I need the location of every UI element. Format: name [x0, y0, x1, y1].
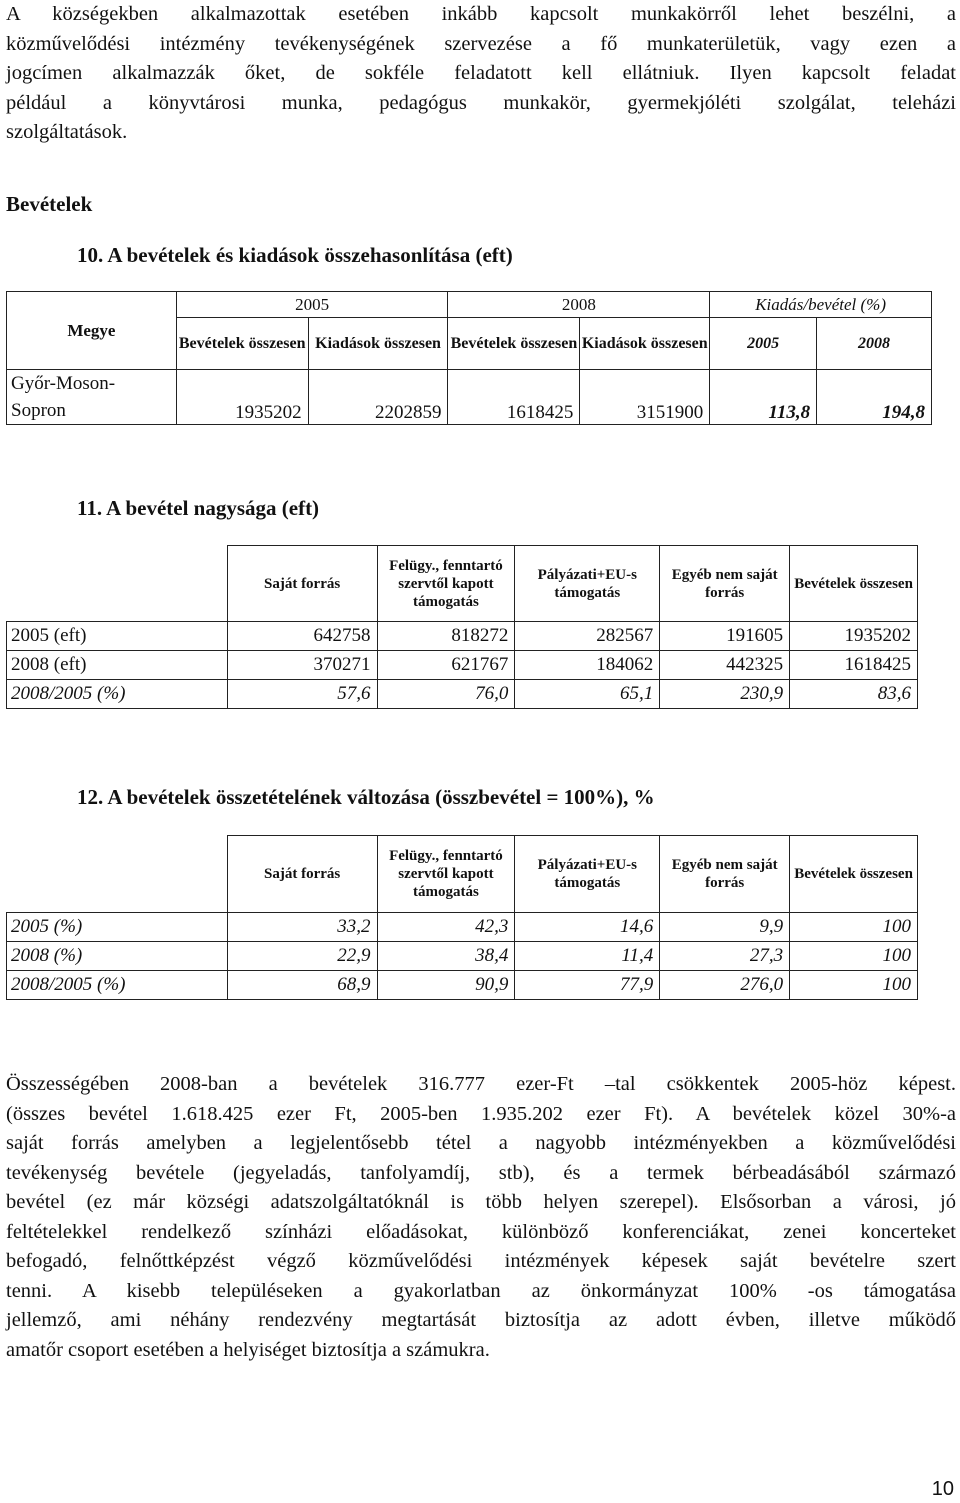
- year-2008-header: 2008: [448, 292, 710, 318]
- table-cell: 27,3: [660, 942, 790, 971]
- col-bevetelek-2005: Bevételek összesen: [176, 318, 308, 370]
- table-cell: 282567: [515, 622, 660, 651]
- section-title: Bevételek: [6, 192, 93, 216]
- year-2005-header: 2005: [176, 292, 448, 318]
- table-cell: 230,9: [660, 680, 790, 709]
- table-cell: 38,4: [377, 942, 515, 971]
- closing-paragraph: [6, 1070, 956, 1365]
- table-cell: 11,4: [515, 942, 660, 971]
- table-cell: 100: [790, 942, 918, 971]
- row-label: 2008/2005 (%): [7, 971, 228, 1000]
- ratio-2008-header: 2008: [817, 318, 932, 370]
- table-cell: 2202859: [308, 370, 448, 425]
- col-kiadasok-2005: Kiadások összesen: [308, 318, 448, 370]
- table-cell: 1935202: [790, 622, 918, 651]
- closing-line: saját forrás amelyben a legjelentősebb tétel a nagyobb intézményekben a közművelődési: [6, 1132, 956, 1154]
- table-cell: 77,9: [515, 971, 660, 1000]
- header-egyeb: Egyéb nem saját forrás: [660, 836, 790, 913]
- table-cell: 100: [790, 913, 918, 942]
- header-felugy: Felügy., fenntartó szervtől kapott támogatás: [377, 836, 515, 913]
- intro-line: közművelődési intézmény tevékenységének szervezése a fő munkaterületük, vagy ezen a: [6, 32, 956, 55]
- table-cell: 621767: [377, 651, 515, 680]
- table-cell: 83,6: [790, 680, 918, 709]
- row-label: 2005 (eft): [7, 622, 228, 651]
- closing-line: feltételekkel rendelkező színházi előadásokat, különböző konferenciákat, zenei koncerteket: [6, 1220, 956, 1243]
- table-cell: 818272: [377, 622, 515, 651]
- table-cell: 33,2: [227, 913, 377, 942]
- intro-line: például a könyvtárosi munka, pedagógus munkakör, gyermekjóléti szolgálat, teleházi: [6, 91, 956, 114]
- table-cell: 642758: [227, 622, 377, 651]
- table10: [6, 291, 932, 425]
- header-palyazati: Pályázati+EU-s támogatás: [515, 836, 660, 913]
- table-cell: 442325: [660, 651, 790, 680]
- table-cell: 1935202: [176, 370, 308, 425]
- header-palyazati: Pályázati+EU-s támogatás: [515, 546, 660, 622]
- col-bevetelek-2008: Bevételek összesen: [448, 318, 580, 370]
- table-cell: 9,9: [660, 913, 790, 942]
- header-sajat-forras: Saját forrás: [227, 546, 377, 622]
- table-cell: 57,6: [227, 680, 377, 709]
- table-cell: 22,9: [227, 942, 377, 971]
- table-cell: 65,1: [515, 680, 660, 709]
- table-cell: 68,9: [227, 971, 377, 1000]
- table-cell: 1618425: [448, 370, 580, 425]
- header-bevetelek-osszesen: Bevételek összesen: [790, 546, 918, 622]
- intro-paragraph: [6, 0, 956, 148]
- page-number: 10: [931, 1478, 954, 1500]
- table11: [6, 545, 918, 709]
- closing-line: befogadó, felnőttképzést végző közművelődési intézmények képesek saját bevételre szert: [6, 1250, 956, 1272]
- col-kiadasok-2008: Kiadások összesen: [580, 318, 710, 370]
- intro-line: A községekben alkalmazottak esetében inkább kapcsolt munkakörről lehet beszélni, a: [6, 3, 956, 25]
- closing-line: bevétel (ez már községi adatszolgáltatóknál is több helyen szerepel). Elsősorban a városi, jó: [6, 1191, 956, 1213]
- ratio-header: Kiadás/bevétel (%): [710, 292, 932, 318]
- row-label: 2008 (%): [7, 942, 228, 971]
- table-cell: 184062: [515, 651, 660, 680]
- row-label: [7, 370, 177, 425]
- table-cell: 90,9: [377, 971, 515, 1000]
- closing-line: tenni. A kisebb településeken a gyakorlatban az önkormányzat 100% -os támogatása: [6, 1279, 956, 1302]
- table11-caption: 11. A bevétel nagysága (eft): [77, 496, 320, 520]
- intro-line: jogcímen alkalmazzák őket, de sokféle feladatott kell ellátniuk. Ilyen kapcsolt feladat: [6, 62, 956, 84]
- header-bevetelek-osszesen: Bevételek összesen: [790, 836, 918, 913]
- row-label-line: Sopron: [11, 400, 66, 421]
- table12-caption: 12. A bevételek összetételének változása (összbevétel = 100%), %: [77, 785, 655, 809]
- table-cell: 3151900: [580, 370, 710, 425]
- megye-header: Megye: [7, 292, 177, 370]
- closing-line: jellemző, ami néhány rendezvény megtartását biztosítja az adott évben, illetve működő: [6, 1309, 956, 1331]
- header-egyeb: Egyéb nem saját forrás: [660, 546, 790, 622]
- table-cell: 76,0: [377, 680, 515, 709]
- row-label: 2008/2005 (%): [7, 680, 228, 709]
- table-cell: 276,0: [660, 971, 790, 1000]
- ratio-2005-header: 2005: [710, 318, 817, 370]
- closing-line: (összes bevétel 1.618.425 ezer Ft, 2005-ben 1.935.202 ezer Ft). A bevételek közel 30%-a: [6, 1102, 956, 1125]
- header-felugy: Felügy., fenntartó szervtől kapott támogatás: [377, 546, 515, 622]
- row-label: 2005 (%): [7, 913, 228, 942]
- header-sajat-forras: Saját forrás: [227, 836, 377, 913]
- table12: [6, 835, 918, 1000]
- table-cell: 370271: [227, 651, 377, 680]
- row-label-line: Győr-Moson-: [11, 373, 116, 394]
- table-cell: 113,8: [710, 370, 817, 425]
- table-cell: 42,3: [377, 913, 515, 942]
- intro-line: szolgáltatások.: [6, 121, 128, 143]
- closing-line: tevékenység bevétele (jegyeladás, tanfolyamdíj, stb), és a termek bérbeadásából származó: [6, 1161, 956, 1184]
- table-cell: 191605: [660, 622, 790, 651]
- table-cell: 1618425: [790, 651, 918, 680]
- table-cell: 100: [790, 971, 918, 1000]
- empty-corner: [7, 546, 228, 622]
- closing-line: amatőr csoport esetében a helyiséget biztosítja a számukra.: [6, 1338, 490, 1361]
- empty-corner: [7, 836, 228, 913]
- closing-line: Összességében 2008-ban a bevételek 316.777 ezer-Ft –tal csökkentek 2005-höz képest.: [6, 1073, 956, 1095]
- row-label: 2008 (eft): [7, 651, 228, 680]
- table-cell: 194,8: [817, 370, 932, 425]
- table10-caption: 10. A bevételek és kiadások összehasonlítása (eft): [77, 243, 513, 267]
- table-cell: 14,6: [515, 913, 660, 942]
